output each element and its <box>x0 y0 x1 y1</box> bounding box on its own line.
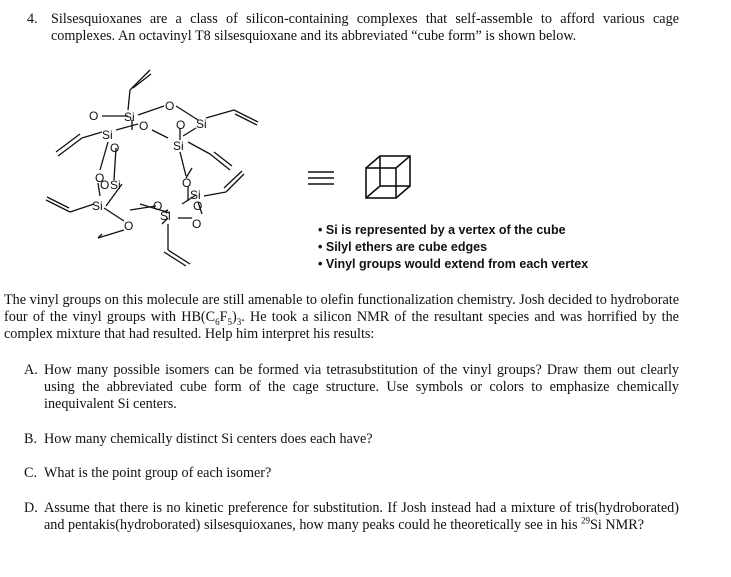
atom-o: O <box>110 141 120 155</box>
problem-paragraph <box>4 292 679 343</box>
subquestion-b <box>24 431 679 448</box>
atom-o: O <box>124 219 134 233</box>
atom-si: Si <box>102 128 113 142</box>
legend-item: • Vinyl groups would extend from each vertex <box>318 256 638 273</box>
atom-o: O <box>139 119 149 133</box>
subquestion-letter: A. <box>24 362 38 378</box>
atom-si: Si <box>190 188 201 202</box>
molecule-atom-labels <box>89 99 207 233</box>
subquestion-text-part: Si NMR? <box>590 517 645 533</box>
superscript: 29 <box>581 515 591 526</box>
subquestion-text-part: Assume that there is no kinetic preference for substitution. If Josh instead had a mixture of tris(hydroborated) and pentakis(hydroborated) silsesquioxanes, how many peaks could he theoretically see in his <box>44 500 679 533</box>
atom-o: O <box>153 199 163 213</box>
atom-o: O <box>192 217 202 231</box>
question-intro-text: Silsesquioxanes are a class of silicon-containing complexes that self-assemble to afford various cage complexes. An octavinyl T8 silsesquioxane and its abbreviated “cube form” is shown below. <box>51 11 679 44</box>
atom-o: O <box>100 178 110 192</box>
subquestion-letter: D. <box>24 500 38 516</box>
atom-o: O <box>95 171 105 185</box>
atom-o: O <box>182 176 192 190</box>
atom-o: O <box>165 99 175 113</box>
question-intro <box>27 11 679 45</box>
subscript: 5 <box>227 316 232 327</box>
silsesquioxane-structure <box>38 58 270 280</box>
subquestion-a <box>24 362 679 413</box>
atom-si: Si <box>92 199 103 213</box>
subquestion-d <box>24 500 679 534</box>
subscript: 3 <box>236 316 242 327</box>
subquestion-text: What is the point group of each isomer? <box>44 465 272 481</box>
subquestion-letter: C. <box>24 465 38 481</box>
subquestion-text <box>44 500 679 534</box>
subquestion-c <box>24 465 679 482</box>
atom-si: Si <box>173 139 184 153</box>
atom-si: Si <box>110 178 121 192</box>
atom-o: O <box>193 199 203 213</box>
paragraph-text: F <box>219 309 228 325</box>
atom-o: O <box>89 109 99 123</box>
subquestion-text: How many chemically distinct Si centers does each have? <box>44 431 373 447</box>
atom-si: Si <box>196 117 207 131</box>
equivalence-icon <box>306 168 336 188</box>
subquestion-letter: B. <box>24 431 38 447</box>
paragraph-text: The vinyl groups on this molecule are still amenable to olefin functionalization chemistry. Josh decided to hydroborate four of the vinyl groups with HB(C <box>4 292 679 325</box>
question-number: 4. <box>27 11 38 27</box>
atom-si: Si <box>124 110 135 124</box>
atom-o: O <box>176 118 186 132</box>
legend-item: • Si is represented by a vertex of the cube <box>318 222 638 239</box>
legend-item: • Silyl ethers are cube edges <box>318 239 638 256</box>
subquestion-text: How many possible isomers can be formed via tetrasubstitution of the vinyl groups? Draw them out clearly using the abbreviated cube form of the cage structure. Use symbols or colors to emphasize chemically inequivalent Si centers. <box>44 362 679 412</box>
cube-legend <box>318 222 638 273</box>
cube-icon <box>362 152 416 202</box>
paragraph-text: . He took a silicon NMR of the resultant species and was horrified by the complex mixture that had resulted. Help him interpret his results: <box>4 309 679 342</box>
molecule-bonds <box>46 70 258 266</box>
paragraph-text: ) <box>232 309 237 325</box>
subscript: 6 <box>215 316 220 327</box>
atom-si: Si <box>160 209 171 223</box>
